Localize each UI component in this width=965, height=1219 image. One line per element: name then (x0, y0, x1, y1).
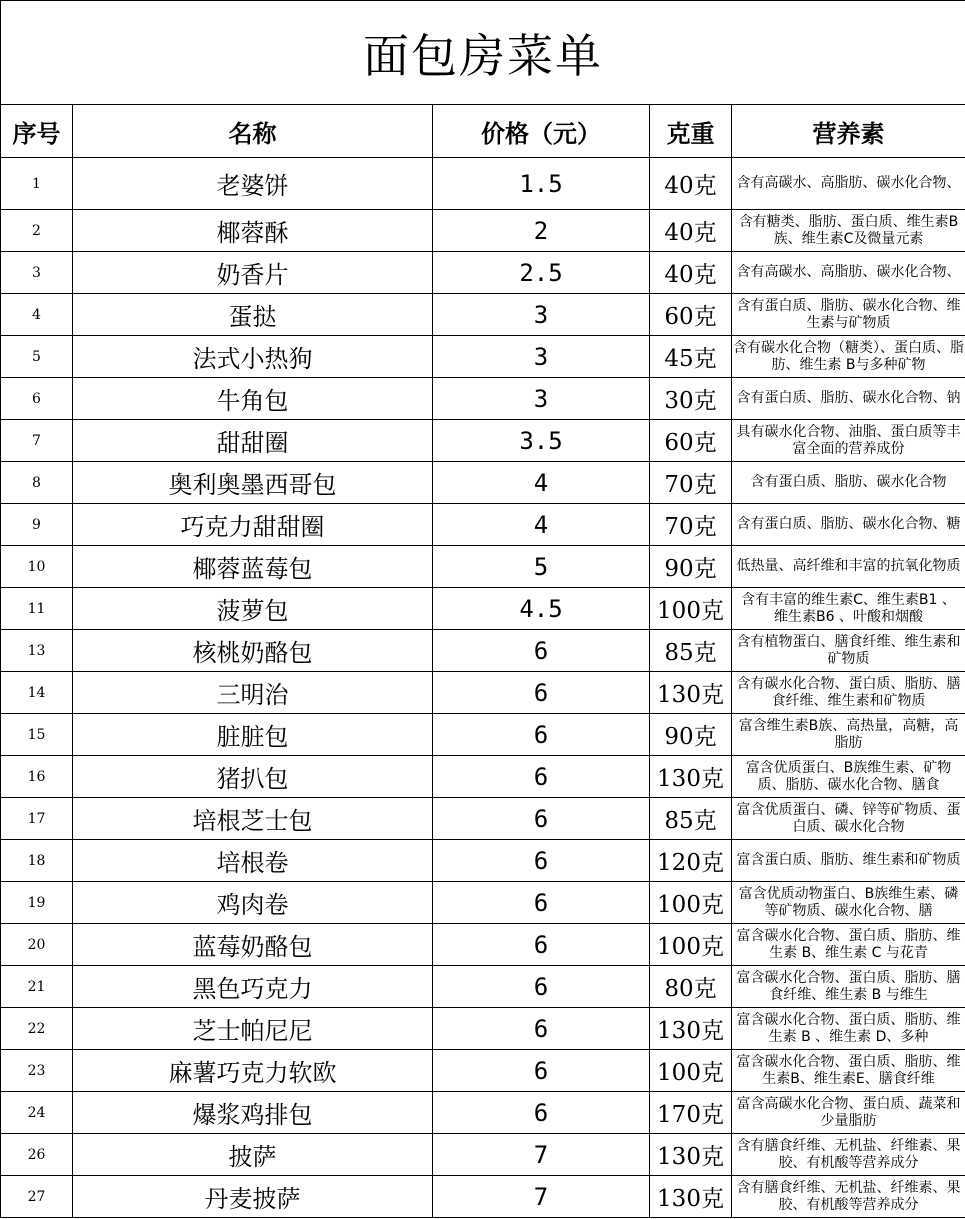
cell-weight: 100克 (650, 924, 732, 966)
cell-weight: 40克 (650, 252, 732, 294)
column-header-nutrition: 营养素 (732, 105, 965, 158)
cell-index: 6 (1, 378, 73, 420)
table-row (1, 672, 965, 714)
cell-weight: 100克 (650, 1050, 732, 1092)
cell-index: 9 (1, 504, 73, 546)
cell-name: 丹麦披萨 (73, 1176, 433, 1218)
cell-index: 15 (1, 714, 73, 756)
cell-nutrition (732, 1176, 965, 1218)
cell-price: 2 (433, 210, 650, 252)
table-row (1, 294, 965, 336)
nutrition-text: 富含碳水化合物、蛋白质、脂肪、维生素B、维生素E、膳食纤维 (736, 1053, 961, 1087)
cell-price: 4 (433, 504, 650, 546)
cell-nutrition (732, 714, 965, 756)
cell-weight: 130克 (650, 756, 732, 798)
cell-name: 奶香片 (73, 252, 433, 294)
table-row (1, 158, 965, 210)
table-row (1, 1050, 965, 1092)
cell-name: 法式小热狗 (73, 336, 433, 378)
cell-weight: 130克 (650, 1008, 732, 1050)
nutrition-text: 富含维生素B族、高热量，高糖，高脂肪 (738, 717, 959, 751)
cell-weight: 90克 (650, 714, 732, 756)
cell-price: 4.5 (433, 588, 650, 630)
cell-index: 19 (1, 882, 73, 924)
cell-weight: 90克 (650, 546, 732, 588)
cell-index: 23 (1, 1050, 73, 1092)
cell-name: 椰蓉酥 (73, 210, 433, 252)
cell-index: 21 (1, 966, 73, 1008)
cell-weight: 70克 (650, 504, 732, 546)
nutrition-text: 含有高碳水、高脂肪、碳水化合物、 (736, 175, 961, 191)
column-header-name: 名称 (73, 105, 433, 158)
cell-name: 菠萝包 (73, 588, 433, 630)
cell-nutrition (732, 210, 965, 252)
column-header-index: 序号 (1, 105, 73, 158)
cell-index: 22 (1, 1008, 73, 1050)
cell-index: 2 (1, 210, 73, 252)
cell-name: 培根卷 (73, 840, 433, 882)
cell-price: 6 (433, 630, 650, 672)
cell-nutrition (732, 1008, 965, 1050)
cell-index: 5 (1, 336, 73, 378)
cell-index: 4 (1, 294, 73, 336)
cell-name: 核桃奶酪包 (73, 630, 433, 672)
cell-nutrition (732, 158, 965, 210)
table-row (1, 420, 965, 462)
cell-name: 蓝莓奶酪包 (73, 924, 433, 966)
nutrition-text: 含有膳食纤维、无机盐、纤维素、果胶、有机酸等营养成分 (736, 1179, 961, 1213)
table-row (1, 546, 965, 588)
cell-price: 6 (433, 672, 650, 714)
cell-index: 11 (1, 588, 73, 630)
cell-price: 3 (433, 378, 650, 420)
cell-price: 2.5 (433, 252, 650, 294)
nutrition-text: 具有碳水化合物、油脂、蛋白质等丰富全面的营养成份 (736, 423, 961, 457)
cell-index: 10 (1, 546, 73, 588)
cell-index: 1 (1, 158, 73, 210)
nutrition-text: 富含优质动物蛋白、B族维生素、磷等矿物质、碳水化合物、膳 (738, 885, 959, 919)
table-row (1, 252, 965, 294)
cell-nutrition (732, 504, 965, 546)
cell-index: 17 (1, 798, 73, 840)
nutrition-text: 含有高碳水、高脂肪、碳水化合物、 (736, 264, 961, 280)
cell-name: 牛角包 (73, 378, 433, 420)
cell-nutrition (732, 798, 965, 840)
cell-price: 6 (433, 1092, 650, 1134)
cell-weight: 40克 (650, 158, 732, 210)
cell-price: 5 (433, 546, 650, 588)
cell-weight: 120克 (650, 840, 732, 882)
cell-nutrition (732, 588, 965, 630)
cell-index: 26 (1, 1134, 73, 1176)
cell-name: 脏脏包 (73, 714, 433, 756)
nutrition-text: 含有蛋白质、脂肪、碳水化合物、糖 (736, 516, 961, 532)
cell-price: 6 (433, 840, 650, 882)
cell-name: 麻薯巧克力软欧 (73, 1050, 433, 1092)
cell-nutrition (732, 840, 965, 882)
cell-nutrition (732, 882, 965, 924)
header-row (1, 105, 965, 158)
cell-weight: 85克 (650, 630, 732, 672)
cell-name: 鸡肉卷 (73, 882, 433, 924)
column-header-price: 价格（元） (433, 105, 650, 158)
nutrition-text: 富含碳水化合物、蛋白质、脂肪、维生素 B 、维生素 D、多种 (736, 1011, 961, 1045)
cell-weight: 70克 (650, 462, 732, 504)
cell-name: 培根芝士包 (73, 798, 433, 840)
table-row (1, 588, 965, 630)
cell-name: 椰蓉蓝莓包 (73, 546, 433, 588)
cell-weight: 80克 (650, 966, 732, 1008)
cell-weight: 130克 (650, 1134, 732, 1176)
cell-nutrition (732, 1092, 965, 1134)
cell-nutrition (732, 378, 965, 420)
cell-index: 24 (1, 1092, 73, 1134)
cell-name: 奥利奥墨西哥包 (73, 462, 433, 504)
table-row (1, 756, 965, 798)
cell-nutrition (732, 966, 965, 1008)
cell-nutrition (732, 462, 965, 504)
cell-name: 猪扒包 (73, 756, 433, 798)
cell-weight: 130克 (650, 1176, 732, 1218)
cell-price: 4 (433, 462, 650, 504)
table-row (1, 210, 965, 252)
table-row (1, 336, 965, 378)
cell-price: 6 (433, 714, 650, 756)
table-row (1, 462, 965, 504)
cell-nutrition (732, 756, 965, 798)
cell-index: 7 (1, 420, 73, 462)
nutrition-text: 富含优质蛋白、B族维生素、矿物质、脂肪、碳水化合物、膳食 (745, 759, 952, 793)
cell-name: 巧克力甜甜圈 (73, 504, 433, 546)
nutrition-text: 含有碳水化合物（糖类）、蛋白质、脂肪、维生素 B与多种矿物 (733, 339, 964, 373)
cell-nutrition (732, 630, 965, 672)
cell-weight: 85克 (650, 798, 732, 840)
cell-nutrition (732, 924, 965, 966)
cell-weight: 45克 (650, 336, 732, 378)
cell-name: 甜甜圈 (73, 420, 433, 462)
cell-index: 8 (1, 462, 73, 504)
table-row (1, 504, 965, 546)
cell-price: 6 (433, 756, 650, 798)
cell-name: 老婆饼 (73, 158, 433, 210)
cell-price: 3.5 (433, 420, 650, 462)
table-row (1, 840, 965, 882)
cell-nutrition (732, 294, 965, 336)
cell-name: 蛋挞 (73, 294, 433, 336)
table-row (1, 924, 965, 966)
cell-weight: 170克 (650, 1092, 732, 1134)
cell-weight: 130克 (650, 672, 732, 714)
nutrition-text: 富含碳水化合物、蛋白质、脂肪、维生素 B、维生素 C 与花青 (736, 927, 961, 961)
table-row (1, 378, 965, 420)
nutrition-text: 富含蛋白质、脂肪、维生素和矿物质 (736, 852, 961, 868)
nutrition-text: 含有碳水化合物、蛋白质、脂肪、膳食纤维、维生素和矿物质 (736, 675, 961, 709)
cell-index: 13 (1, 630, 73, 672)
nutrition-text: 含有蛋白质、脂肪、碳水化合物、钠 (736, 390, 961, 406)
cell-index: 27 (1, 1176, 73, 1218)
nutrition-text: 低热量、高纤维和丰富的抗氧化物质 (736, 558, 961, 574)
cell-price: 6 (433, 798, 650, 840)
cell-index: 14 (1, 672, 73, 714)
table-row (1, 1008, 965, 1050)
cell-nutrition (732, 546, 965, 588)
nutrition-text: 富含碳水化合物、蛋白质、脂肪、膳食纤维、维生素 B 与维生 (736, 969, 961, 1003)
column-header-weight: 克重 (650, 105, 732, 158)
cell-price: 3 (433, 294, 650, 336)
cell-name: 三明治 (73, 672, 433, 714)
cell-name: 黑色巧克力 (73, 966, 433, 1008)
cell-nutrition (732, 1050, 965, 1092)
cell-weight: 100克 (650, 882, 732, 924)
cell-index: 16 (1, 756, 73, 798)
nutrition-text: 含有丰富的维生素C、维生素B1 、 维生素B6 、叶酸和烟酸 (741, 591, 956, 625)
table-row (1, 798, 965, 840)
cell-index: 20 (1, 924, 73, 966)
cell-price: 1.5 (433, 158, 650, 210)
cell-index: 3 (1, 252, 73, 294)
cell-weight: 100克 (650, 588, 732, 630)
page-title: 面包房菜单 (0, 0, 965, 104)
cell-price: 6 (433, 1008, 650, 1050)
cell-nutrition (732, 420, 965, 462)
nutrition-text: 含有糖类、脂肪、蛋白质、维生素B族、维生素C及微量元素 (738, 213, 959, 247)
nutrition-text: 含有蛋白质、脂肪、碳水化合物 (750, 474, 947, 490)
nutrition-text: 含有蛋白质、脂肪、碳水化合物、维生素与矿物质 (736, 297, 961, 331)
table-row (1, 1176, 965, 1218)
cell-weight: 30克 (650, 378, 732, 420)
cell-weight: 60克 (650, 420, 732, 462)
menu-table (0, 104, 965, 1218)
cell-weight: 40克 (650, 210, 732, 252)
cell-name: 爆浆鸡排包 (73, 1092, 433, 1134)
cell-price: 7 (433, 1176, 650, 1218)
nutrition-text: 富含优质蛋白、磷、锌等矿物质、蛋白质、碳水化合物 (736, 801, 961, 835)
cell-price: 7 (433, 1134, 650, 1176)
menu-body (1, 158, 965, 1218)
cell-nutrition (732, 672, 965, 714)
nutrition-text: 含有植物蛋白、膳食纤维、维生素和矿物质 (736, 633, 961, 667)
cell-nutrition (732, 1134, 965, 1176)
cell-name: 披萨 (73, 1134, 433, 1176)
cell-nutrition (732, 336, 965, 378)
table-row (1, 966, 965, 1008)
table-row (1, 1092, 965, 1134)
cell-price: 6 (433, 924, 650, 966)
table-row (1, 630, 965, 672)
cell-weight: 60克 (650, 294, 732, 336)
cell-index: 18 (1, 840, 73, 882)
cell-price: 6 (433, 1050, 650, 1092)
table-row (1, 714, 965, 756)
cell-price: 6 (433, 882, 650, 924)
nutrition-text: 含有膳食纤维、无机盐、纤维素、果胶、有机酸等营养成分 (736, 1137, 961, 1171)
table-row (1, 882, 965, 924)
table-row (1, 1134, 965, 1176)
cell-name: 芝士帕尼尼 (73, 1008, 433, 1050)
cell-price: 6 (433, 966, 650, 1008)
cell-price: 3 (433, 336, 650, 378)
nutrition-text: 富含高碳水化合物、蛋白质、蔬菜和少量脂肪 (736, 1095, 961, 1129)
cell-nutrition (732, 252, 965, 294)
